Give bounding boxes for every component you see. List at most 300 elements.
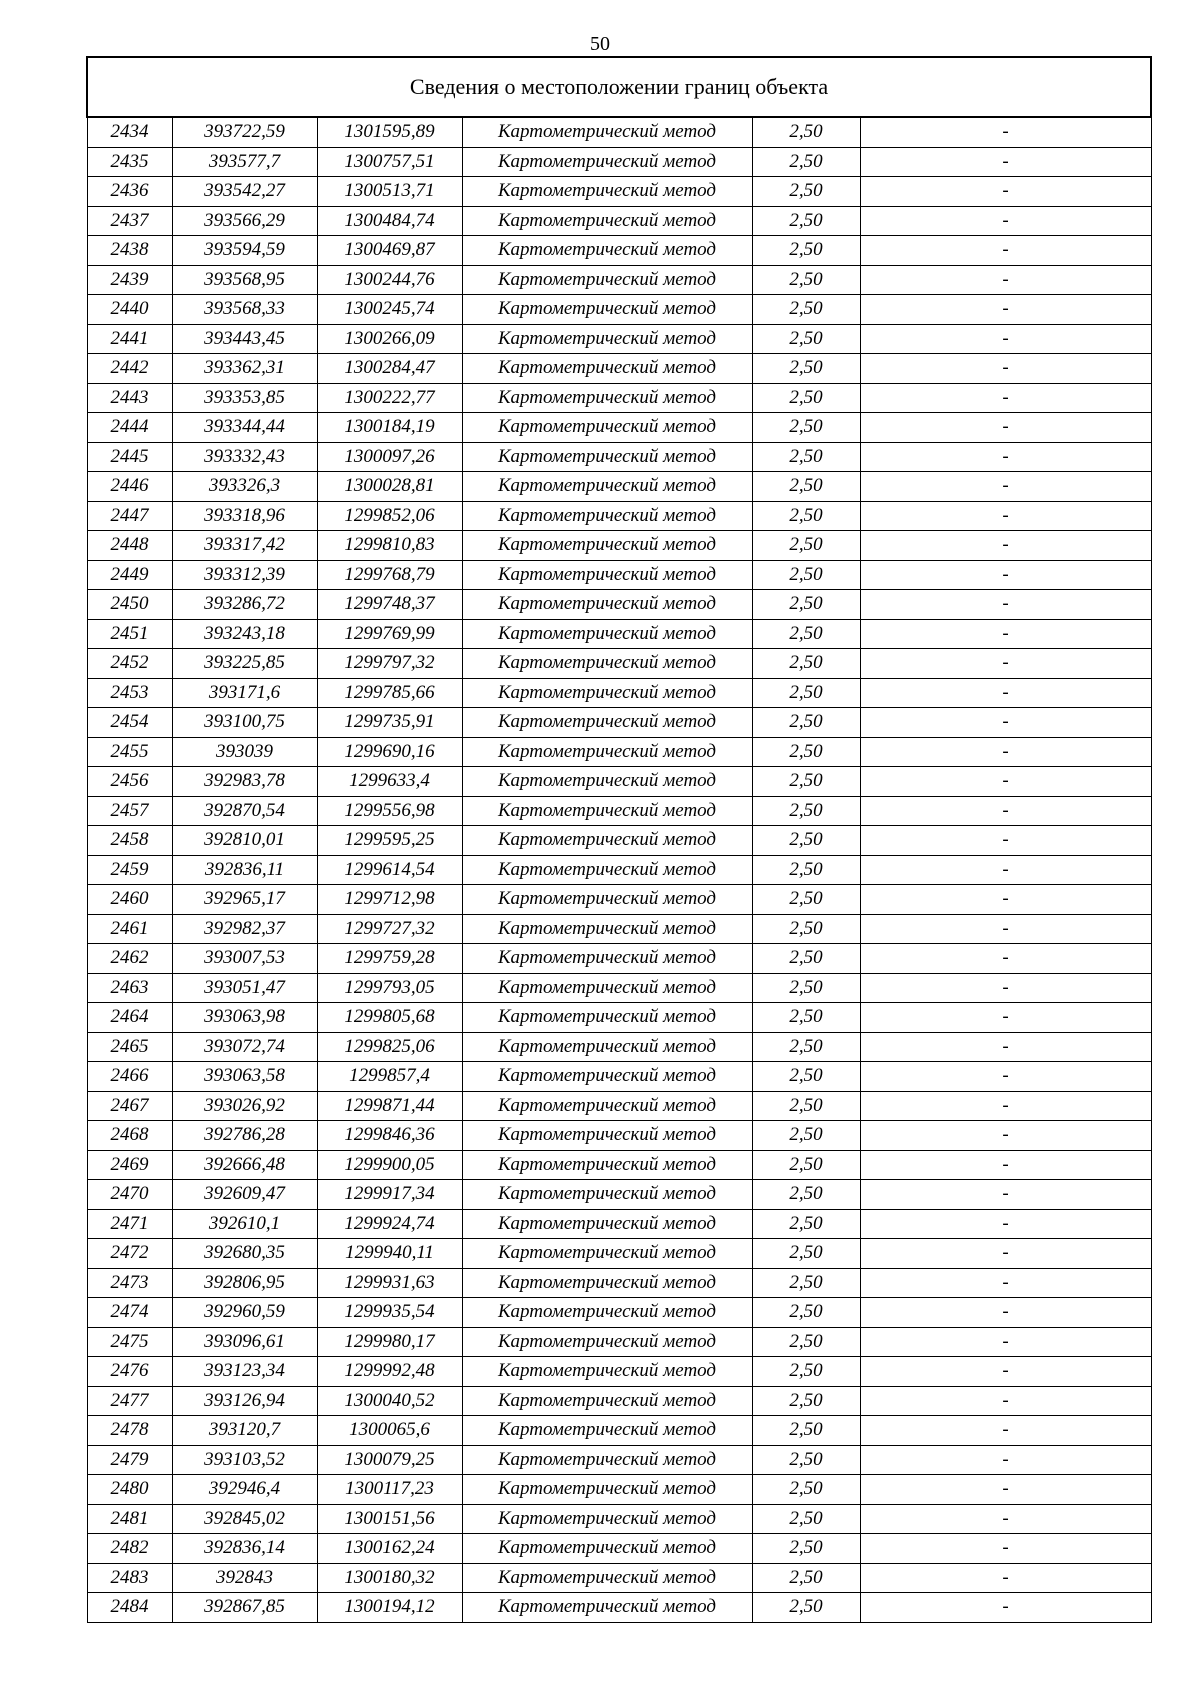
coordinate-y-cell: 1300513,71 bbox=[317, 177, 462, 207]
coordinate-x-cell: 392810,01 bbox=[172, 826, 317, 856]
accuracy-cell: 2,50 bbox=[752, 354, 860, 384]
coordinate-x-cell: 392843 bbox=[172, 1563, 317, 1593]
method-cell: Картометрический метод bbox=[462, 1150, 752, 1180]
coordinate-y-cell: 1300222,77 bbox=[317, 383, 462, 413]
note-cell: - bbox=[860, 177, 1151, 207]
point-number-cell: 2439 bbox=[87, 265, 172, 295]
point-number-cell: 2483 bbox=[87, 1563, 172, 1593]
method-cell: Картометрический метод bbox=[462, 1563, 752, 1593]
point-number-cell: 2452 bbox=[87, 649, 172, 679]
coordinate-x-cell: 393542,27 bbox=[172, 177, 317, 207]
method-cell: Картометрический метод bbox=[462, 1386, 752, 1416]
point-number-cell: 2438 bbox=[87, 236, 172, 266]
table-row bbox=[87, 147, 1151, 177]
accuracy-cell: 2,50 bbox=[752, 885, 860, 915]
accuracy-cell: 2,50 bbox=[752, 1504, 860, 1534]
point-number-cell: 2437 bbox=[87, 206, 172, 236]
method-cell: Картометрический метод bbox=[462, 147, 752, 177]
method-cell: Картометрический метод bbox=[462, 177, 752, 207]
coordinate-x-cell: 393344,44 bbox=[172, 413, 317, 443]
coordinate-y-cell: 1299900,05 bbox=[317, 1150, 462, 1180]
note-cell: - bbox=[860, 1298, 1151, 1328]
point-number-cell: 2441 bbox=[87, 324, 172, 354]
coordinate-x-cell: 393317,42 bbox=[172, 531, 317, 561]
method-cell: Картометрический метод bbox=[462, 1445, 752, 1475]
coordinate-y-cell: 1299712,98 bbox=[317, 885, 462, 915]
table-row bbox=[87, 1327, 1151, 1357]
coordinate-y-cell: 1300097,26 bbox=[317, 442, 462, 472]
coordinate-y-cell: 1300284,47 bbox=[317, 354, 462, 384]
note-cell: - bbox=[860, 531, 1151, 561]
method-cell: Картометрический метод bbox=[462, 619, 752, 649]
coordinate-x-cell: 393332,43 bbox=[172, 442, 317, 472]
coordinate-x-cell: 392960,59 bbox=[172, 1298, 317, 1328]
coordinate-y-cell: 1299846,36 bbox=[317, 1121, 462, 1151]
table-row bbox=[87, 1298, 1151, 1328]
point-number-cell: 2449 bbox=[87, 560, 172, 590]
accuracy-cell: 2,50 bbox=[752, 442, 860, 472]
coordinate-x-cell: 393443,45 bbox=[172, 324, 317, 354]
note-cell: - bbox=[860, 1180, 1151, 1210]
table-row bbox=[87, 826, 1151, 856]
accuracy-cell: 2,50 bbox=[752, 501, 860, 531]
note-cell: - bbox=[860, 413, 1151, 443]
note-cell: - bbox=[860, 590, 1151, 620]
point-number-cell: 2442 bbox=[87, 354, 172, 384]
table-row bbox=[87, 383, 1151, 413]
coordinate-y-cell: 1300040,52 bbox=[317, 1386, 462, 1416]
method-cell: Картометрический метод bbox=[462, 472, 752, 502]
coordinate-x-cell: 393312,39 bbox=[172, 560, 317, 590]
method-cell: Картометрический метод bbox=[462, 1032, 752, 1062]
accuracy-cell: 2,50 bbox=[752, 117, 860, 147]
coordinate-y-cell: 1299727,32 bbox=[317, 914, 462, 944]
accuracy-cell: 2,50 bbox=[752, 324, 860, 354]
point-number-cell: 2444 bbox=[87, 413, 172, 443]
coordinate-x-cell: 393063,98 bbox=[172, 1003, 317, 1033]
point-number-cell: 2460 bbox=[87, 885, 172, 915]
point-number-cell: 2456 bbox=[87, 767, 172, 797]
coordinate-y-cell: 1300245,74 bbox=[317, 295, 462, 325]
point-number-cell: 2475 bbox=[87, 1327, 172, 1357]
coordinate-y-cell: 1299769,99 bbox=[317, 619, 462, 649]
method-cell: Картометрический метод bbox=[462, 1091, 752, 1121]
method-cell: Картометрический метод bbox=[462, 590, 752, 620]
coordinate-x-cell: 393594,59 bbox=[172, 236, 317, 266]
table-body bbox=[87, 117, 1151, 1622]
method-cell: Картометрический метод bbox=[462, 354, 752, 384]
coordinate-y-cell: 1299768,79 bbox=[317, 560, 462, 590]
note-cell: - bbox=[860, 767, 1151, 797]
coordinate-y-cell: 1299614,54 bbox=[317, 855, 462, 885]
coordinate-y-cell: 1301595,89 bbox=[317, 117, 462, 147]
coordinate-x-cell: 393568,95 bbox=[172, 265, 317, 295]
table-row bbox=[87, 1593, 1151, 1623]
method-cell: Картометрический метод bbox=[462, 1121, 752, 1151]
accuracy-cell: 2,50 bbox=[752, 1327, 860, 1357]
coordinate-x-cell: 393568,33 bbox=[172, 295, 317, 325]
note-cell: - bbox=[860, 1091, 1151, 1121]
table-row bbox=[87, 295, 1151, 325]
coordinate-x-cell: 392806,95 bbox=[172, 1268, 317, 1298]
note-cell: - bbox=[860, 1327, 1151, 1357]
point-number-cell: 2447 bbox=[87, 501, 172, 531]
table-row bbox=[87, 1357, 1151, 1387]
accuracy-cell: 2,50 bbox=[752, 560, 860, 590]
coordinate-x-cell: 393171,6 bbox=[172, 678, 317, 708]
table-row bbox=[87, 590, 1151, 620]
method-cell: Картометрический метод bbox=[462, 1534, 752, 1564]
coordinate-y-cell: 1299871,44 bbox=[317, 1091, 462, 1121]
coordinate-x-cell: 392965,17 bbox=[172, 885, 317, 915]
method-cell: Картометрический метод bbox=[462, 1268, 752, 1298]
coordinate-y-cell: 1299797,32 bbox=[317, 649, 462, 679]
note-cell: - bbox=[860, 1209, 1151, 1239]
method-cell: Картометрический метод bbox=[462, 442, 752, 472]
coordinate-y-cell: 1299595,25 bbox=[317, 826, 462, 856]
point-number-cell: 2443 bbox=[87, 383, 172, 413]
coordinate-y-cell: 1299556,98 bbox=[317, 796, 462, 826]
coordinate-y-cell: 1300757,51 bbox=[317, 147, 462, 177]
note-cell: - bbox=[860, 265, 1151, 295]
note-cell: - bbox=[860, 1268, 1151, 1298]
table-row bbox=[87, 1209, 1151, 1239]
method-cell: Картометрический метод bbox=[462, 678, 752, 708]
accuracy-cell: 2,50 bbox=[752, 147, 860, 177]
method-cell: Картометрический метод bbox=[462, 944, 752, 974]
accuracy-cell: 2,50 bbox=[752, 1593, 860, 1623]
table-row bbox=[87, 560, 1151, 590]
note-cell: - bbox=[860, 678, 1151, 708]
accuracy-cell: 2,50 bbox=[752, 1032, 860, 1062]
method-cell: Картометрический метод bbox=[462, 826, 752, 856]
accuracy-cell: 2,50 bbox=[752, 1209, 860, 1239]
method-cell: Картометрический метод bbox=[462, 1593, 752, 1623]
table-row bbox=[87, 1062, 1151, 1092]
point-number-cell: 2468 bbox=[87, 1121, 172, 1151]
coordinate-y-cell: 1300180,32 bbox=[317, 1563, 462, 1593]
coordinate-y-cell: 1299852,06 bbox=[317, 501, 462, 531]
note-cell: - bbox=[860, 1416, 1151, 1446]
note-cell: - bbox=[860, 796, 1151, 826]
table-row bbox=[87, 1563, 1151, 1593]
note-cell: - bbox=[860, 826, 1151, 856]
accuracy-cell: 2,50 bbox=[752, 295, 860, 325]
accuracy-cell: 2,50 bbox=[752, 826, 860, 856]
point-number-cell: 2470 bbox=[87, 1180, 172, 1210]
coordinate-y-cell: 1299793,05 bbox=[317, 973, 462, 1003]
method-cell: Картометрический метод bbox=[462, 236, 752, 266]
table-row bbox=[87, 1091, 1151, 1121]
note-cell: - bbox=[860, 147, 1151, 177]
coordinate-y-cell: 1299935,54 bbox=[317, 1298, 462, 1328]
accuracy-cell: 2,50 bbox=[752, 1475, 860, 1505]
table-row bbox=[87, 855, 1151, 885]
note-cell: - bbox=[860, 560, 1151, 590]
accuracy-cell: 2,50 bbox=[752, 855, 860, 885]
accuracy-cell: 2,50 bbox=[752, 265, 860, 295]
point-number-cell: 2462 bbox=[87, 944, 172, 974]
method-cell: Картометрический метод bbox=[462, 855, 752, 885]
note-cell: - bbox=[860, 1445, 1151, 1475]
table-row bbox=[87, 1180, 1151, 1210]
table-row bbox=[87, 973, 1151, 1003]
note-cell: - bbox=[860, 1534, 1151, 1564]
accuracy-cell: 2,50 bbox=[752, 1357, 860, 1387]
accuracy-cell: 2,50 bbox=[752, 767, 860, 797]
boundary-coordinates-table bbox=[86, 56, 1152, 1623]
method-cell: Картометрический метод bbox=[462, 885, 752, 915]
note-cell: - bbox=[860, 236, 1151, 266]
coordinate-y-cell: 1300065,6 bbox=[317, 1416, 462, 1446]
coordinate-y-cell: 1299917,34 bbox=[317, 1180, 462, 1210]
accuracy-cell: 2,50 bbox=[752, 413, 860, 443]
table-row bbox=[87, 472, 1151, 502]
method-cell: Картометрический метод bbox=[462, 1180, 752, 1210]
method-cell: Картометрический метод bbox=[462, 1357, 752, 1387]
accuracy-cell: 2,50 bbox=[752, 1563, 860, 1593]
table-row bbox=[87, 442, 1151, 472]
coordinate-x-cell: 392609,47 bbox=[172, 1180, 317, 1210]
note-cell: - bbox=[860, 855, 1151, 885]
coordinate-y-cell: 1299992,48 bbox=[317, 1357, 462, 1387]
coordinate-y-cell: 1299857,4 bbox=[317, 1062, 462, 1092]
coordinate-x-cell: 393566,29 bbox=[172, 206, 317, 236]
coordinate-y-cell: 1299980,17 bbox=[317, 1327, 462, 1357]
coordinate-x-cell: 393362,31 bbox=[172, 354, 317, 384]
table-row bbox=[87, 708, 1151, 738]
method-cell: Картометрический метод bbox=[462, 1475, 752, 1505]
method-cell: Картометрический метод bbox=[462, 501, 752, 531]
coordinate-x-cell: 392870,54 bbox=[172, 796, 317, 826]
method-cell: Картометрический метод bbox=[462, 1298, 752, 1328]
note-cell: - bbox=[860, 1003, 1151, 1033]
accuracy-cell: 2,50 bbox=[752, 914, 860, 944]
note-cell: - bbox=[860, 1504, 1151, 1534]
table-row bbox=[87, 944, 1151, 974]
coordinate-y-cell: 1299810,83 bbox=[317, 531, 462, 561]
table-row bbox=[87, 1445, 1151, 1475]
method-cell: Картометрический метод bbox=[462, 383, 752, 413]
accuracy-cell: 2,50 bbox=[752, 531, 860, 561]
note-cell: - bbox=[860, 117, 1151, 147]
point-number-cell: 2481 bbox=[87, 1504, 172, 1534]
point-number-cell: 2466 bbox=[87, 1062, 172, 1092]
table-row bbox=[87, 236, 1151, 266]
coordinate-x-cell: 393120,7 bbox=[172, 1416, 317, 1446]
coordinate-y-cell: 1299931,63 bbox=[317, 1268, 462, 1298]
point-number-cell: 2459 bbox=[87, 855, 172, 885]
table-row bbox=[87, 413, 1151, 443]
point-number-cell: 2434 bbox=[87, 117, 172, 147]
coordinate-x-cell: 393318,96 bbox=[172, 501, 317, 531]
coordinate-x-cell: 392946,4 bbox=[172, 1475, 317, 1505]
coordinate-y-cell: 1299759,28 bbox=[317, 944, 462, 974]
accuracy-cell: 2,50 bbox=[752, 1534, 860, 1564]
coordinate-y-cell: 1300117,23 bbox=[317, 1475, 462, 1505]
table-row bbox=[87, 265, 1151, 295]
accuracy-cell: 2,50 bbox=[752, 737, 860, 767]
coordinate-x-cell: 392982,37 bbox=[172, 914, 317, 944]
point-number-cell: 2465 bbox=[87, 1032, 172, 1062]
point-number-cell: 2469 bbox=[87, 1150, 172, 1180]
note-cell: - bbox=[860, 973, 1151, 1003]
table-row bbox=[87, 1386, 1151, 1416]
method-cell: Картометрический метод bbox=[462, 973, 752, 1003]
method-cell: Картометрический метод bbox=[462, 767, 752, 797]
coordinate-x-cell: 393123,34 bbox=[172, 1357, 317, 1387]
note-cell: - bbox=[860, 885, 1151, 915]
table-row bbox=[87, 501, 1151, 531]
coordinate-y-cell: 1300244,76 bbox=[317, 265, 462, 295]
coordinate-y-cell: 1299924,74 bbox=[317, 1209, 462, 1239]
table-row bbox=[87, 1121, 1151, 1151]
table-row bbox=[87, 206, 1151, 236]
point-number-cell: 2436 bbox=[87, 177, 172, 207]
coordinate-x-cell: 392680,35 bbox=[172, 1239, 317, 1269]
note-cell: - bbox=[860, 354, 1151, 384]
method-cell: Картометрический метод bbox=[462, 1062, 752, 1092]
note-cell: - bbox=[860, 1239, 1151, 1269]
point-number-cell: 2463 bbox=[87, 973, 172, 1003]
point-number-cell: 2454 bbox=[87, 708, 172, 738]
coordinate-x-cell: 393326,3 bbox=[172, 472, 317, 502]
accuracy-cell: 2,50 bbox=[752, 472, 860, 502]
coordinate-x-cell: 393051,47 bbox=[172, 973, 317, 1003]
point-number-cell: 2480 bbox=[87, 1475, 172, 1505]
table-row bbox=[87, 1150, 1151, 1180]
coordinate-y-cell: 1300484,74 bbox=[317, 206, 462, 236]
table-row bbox=[87, 117, 1151, 147]
accuracy-cell: 2,50 bbox=[752, 1062, 860, 1092]
table-row bbox=[87, 354, 1151, 384]
coordinate-y-cell: 1299825,06 bbox=[317, 1032, 462, 1062]
point-number-cell: 2445 bbox=[87, 442, 172, 472]
table-row bbox=[87, 531, 1151, 561]
table-row bbox=[87, 1239, 1151, 1269]
coordinate-x-cell: 392666,48 bbox=[172, 1150, 317, 1180]
coordinate-y-cell: 1300469,87 bbox=[317, 236, 462, 266]
coordinate-y-cell: 1299748,37 bbox=[317, 590, 462, 620]
table-row bbox=[87, 1003, 1151, 1033]
accuracy-cell: 2,50 bbox=[752, 1416, 860, 1446]
accuracy-cell: 2,50 bbox=[752, 1121, 860, 1151]
table-row bbox=[87, 324, 1151, 354]
accuracy-cell: 2,50 bbox=[752, 1239, 860, 1269]
note-cell: - bbox=[860, 1121, 1151, 1151]
point-number-cell: 2472 bbox=[87, 1239, 172, 1269]
accuracy-cell: 2,50 bbox=[752, 206, 860, 236]
table-row bbox=[87, 619, 1151, 649]
coordinate-y-cell: 1300079,25 bbox=[317, 1445, 462, 1475]
table-row bbox=[87, 177, 1151, 207]
note-cell: - bbox=[860, 1032, 1151, 1062]
note-cell: - bbox=[860, 944, 1151, 974]
note-cell: - bbox=[860, 1563, 1151, 1593]
method-cell: Картометрический метод bbox=[462, 117, 752, 147]
coordinate-x-cell: 392836,11 bbox=[172, 855, 317, 885]
coordinate-y-cell: 1300151,56 bbox=[317, 1504, 462, 1534]
point-number-cell: 2440 bbox=[87, 295, 172, 325]
table-row bbox=[87, 1268, 1151, 1298]
table-row bbox=[87, 1504, 1151, 1534]
accuracy-cell: 2,50 bbox=[752, 678, 860, 708]
point-number-cell: 2479 bbox=[87, 1445, 172, 1475]
accuracy-cell: 2,50 bbox=[752, 796, 860, 826]
method-cell: Картометрический метод bbox=[462, 1239, 752, 1269]
method-cell: Картометрический метод bbox=[462, 649, 752, 679]
point-number-cell: 2446 bbox=[87, 472, 172, 502]
accuracy-cell: 2,50 bbox=[752, 1445, 860, 1475]
method-cell: Картометрический метод bbox=[462, 1504, 752, 1534]
method-cell: Картометрический метод bbox=[462, 737, 752, 767]
accuracy-cell: 2,50 bbox=[752, 590, 860, 620]
table-row bbox=[87, 1475, 1151, 1505]
method-cell: Картометрический метод bbox=[462, 206, 752, 236]
accuracy-cell: 2,50 bbox=[752, 236, 860, 266]
coordinate-y-cell: 1299735,91 bbox=[317, 708, 462, 738]
coordinate-x-cell: 393243,18 bbox=[172, 619, 317, 649]
method-cell: Картометрический метод bbox=[462, 560, 752, 590]
coordinate-x-cell: 393103,52 bbox=[172, 1445, 317, 1475]
coordinate-x-cell: 392610,1 bbox=[172, 1209, 317, 1239]
point-number-cell: 2457 bbox=[87, 796, 172, 826]
accuracy-cell: 2,50 bbox=[752, 177, 860, 207]
coordinate-x-cell: 393072,74 bbox=[172, 1032, 317, 1062]
coordinate-y-cell: 1299690,16 bbox=[317, 737, 462, 767]
note-cell: - bbox=[860, 1062, 1151, 1092]
point-number-cell: 2464 bbox=[87, 1003, 172, 1033]
coordinate-x-cell: 393577,7 bbox=[172, 147, 317, 177]
point-number-cell: 2453 bbox=[87, 678, 172, 708]
table-row bbox=[87, 1032, 1151, 1062]
accuracy-cell: 2,50 bbox=[752, 1386, 860, 1416]
table-row bbox=[87, 649, 1151, 679]
point-number-cell: 2467 bbox=[87, 1091, 172, 1121]
method-cell: Картометрический метод bbox=[462, 1003, 752, 1033]
point-number-cell: 2458 bbox=[87, 826, 172, 856]
coordinate-x-cell: 393026,92 bbox=[172, 1091, 317, 1121]
accuracy-cell: 2,50 bbox=[752, 1180, 860, 1210]
point-number-cell: 2477 bbox=[87, 1386, 172, 1416]
note-cell: - bbox=[860, 649, 1151, 679]
coordinate-x-cell: 393286,72 bbox=[172, 590, 317, 620]
method-cell: Картометрический метод bbox=[462, 324, 752, 354]
method-cell: Картометрический метод bbox=[462, 796, 752, 826]
coordinate-x-cell: 393096,61 bbox=[172, 1327, 317, 1357]
point-number-cell: 2435 bbox=[87, 147, 172, 177]
note-cell: - bbox=[860, 1386, 1151, 1416]
coordinate-x-cell: 393100,75 bbox=[172, 708, 317, 738]
table-row bbox=[87, 885, 1151, 915]
method-cell: Картометрический метод bbox=[462, 1416, 752, 1446]
coordinate-y-cell: 1300194,12 bbox=[317, 1593, 462, 1623]
note-cell: - bbox=[860, 1150, 1151, 1180]
coordinate-x-cell: 393063,58 bbox=[172, 1062, 317, 1092]
note-cell: - bbox=[860, 1593, 1151, 1623]
accuracy-cell: 2,50 bbox=[752, 1091, 860, 1121]
coordinate-y-cell: 1300266,09 bbox=[317, 324, 462, 354]
note-cell: - bbox=[860, 442, 1151, 472]
coordinate-x-cell: 393722,59 bbox=[172, 117, 317, 147]
coordinate-x-cell: 393039 bbox=[172, 737, 317, 767]
coordinate-y-cell: 1299633,4 bbox=[317, 767, 462, 797]
note-cell: - bbox=[860, 472, 1151, 502]
point-number-cell: 2461 bbox=[87, 914, 172, 944]
table-row bbox=[87, 737, 1151, 767]
method-cell: Картометрический метод bbox=[462, 708, 752, 738]
point-number-cell: 2484 bbox=[87, 1593, 172, 1623]
